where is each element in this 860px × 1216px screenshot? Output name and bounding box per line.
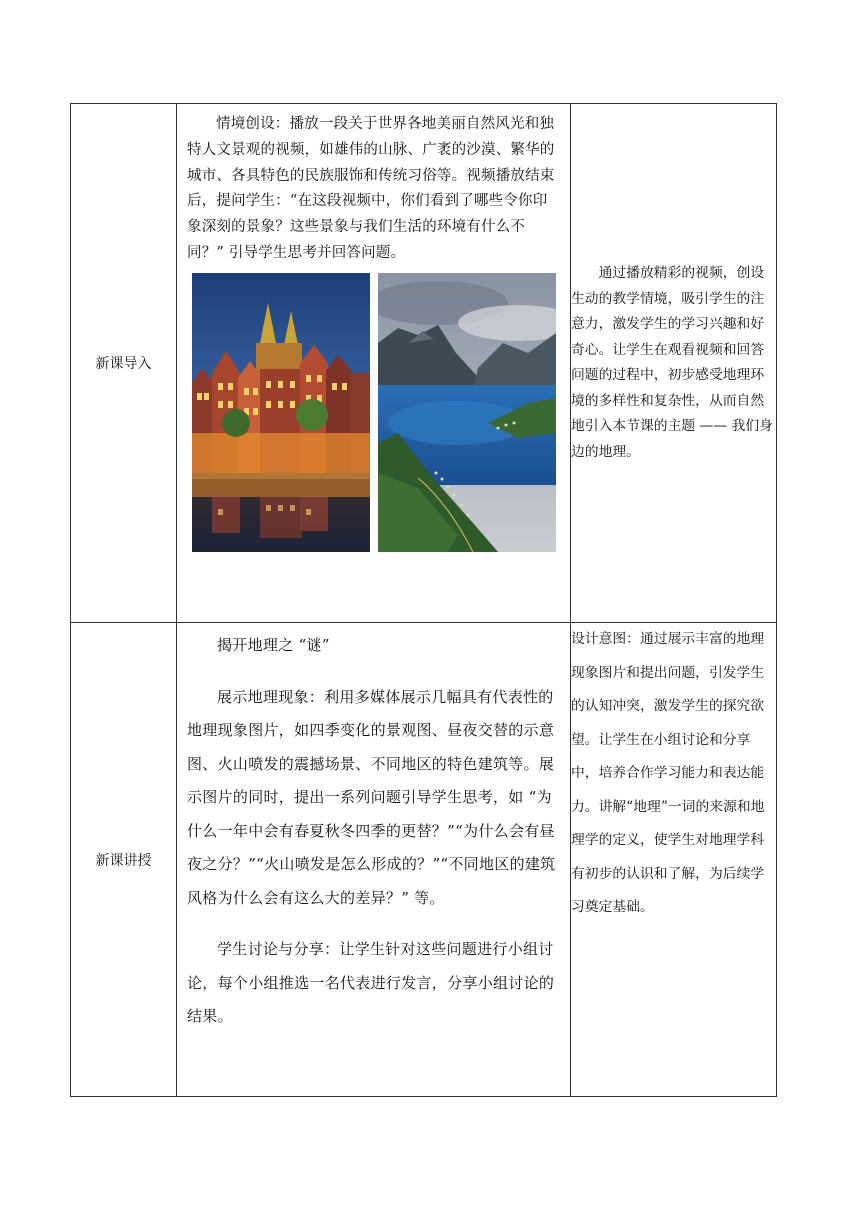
stage-cell-teaching	[71, 623, 177, 1097]
table-row	[71, 623, 777, 1097]
stage-cell-intro	[71, 104, 177, 623]
night-city-photo	[192, 273, 370, 552]
stage-label: 新课讲授	[95, 852, 152, 869]
fjord-landscape-photo	[378, 273, 556, 552]
stage-label: 新课导入	[95, 356, 152, 372]
intent-text: 设计意图：通过展示丰富的地理现象图片和提出问题，引发学生的认知冲突，激发学生的探究欲望。让学生在小组讨论和分享中，培养合作学习能力和表达能力。讲解“地理”一词的来源和地理学的定义，使学生对地理学科有初步的认识和了解，为后续学习奠定基础。	[571, 631, 765, 915]
intro-images	[192, 273, 556, 552]
intent-cell-teaching	[571, 623, 777, 1097]
content-cell-teaching	[177, 623, 571, 1097]
discussion-paragraph: 学生讨论与分享：让学生针对这些问题进行小组讨论，每个小组推选一名代表进行发言，分享小组讨论的结果。	[187, 940, 555, 1025]
lesson-plan-table	[70, 103, 777, 1097]
intent-cell-intro	[571, 104, 777, 623]
phenomena-paragraph: 展示地理现象：利用多媒体展示几幅具有代表性的地理现象图片，如四季变化的景观图、昼夜交替的示意图、火山喷发的震撼场景、不同地区的特色建筑等。展示图片的同时，提出一系列问题引导学生思考，如 “为什么一年中会有春夏秋冬四季的更替？”“为什么会有昼夜之分？”“火山喷发是怎么形成的？”“不同地区的建筑风格为什么会有这么大的差异？” 等。	[187, 687, 556, 907]
content-cell-intro	[177, 104, 571, 623]
scenario-paragraph: 情境创设：播放一段关于世界各地美丽自然风光和独特人文景观的视频，如雄伟的山脉、广袤的沙漠、繁华的城市、各具特色的民族服饰和传统习俗等。视频播放结束后，提问学生：“在这段视频中，你们看到了哪些令你印象深刻的景象？这些景象与我们生活的环境有什么不同？” 引导学生思考并回答问题。	[187, 116, 555, 261]
table-row	[71, 104, 777, 623]
intent-text: 通过播放精彩的视频，创设生动的教学情境，吸引学生的注意力，激发学生的学习兴趣和好奇心。让学生在观看视频和回答问题的过程中，初步感受地理环境的多样性和复杂性，从而自然地引入本节课的主题 —— 我们身边的地理。	[571, 265, 773, 460]
section-heading: 揭开地理之 “谜”	[217, 636, 330, 654]
